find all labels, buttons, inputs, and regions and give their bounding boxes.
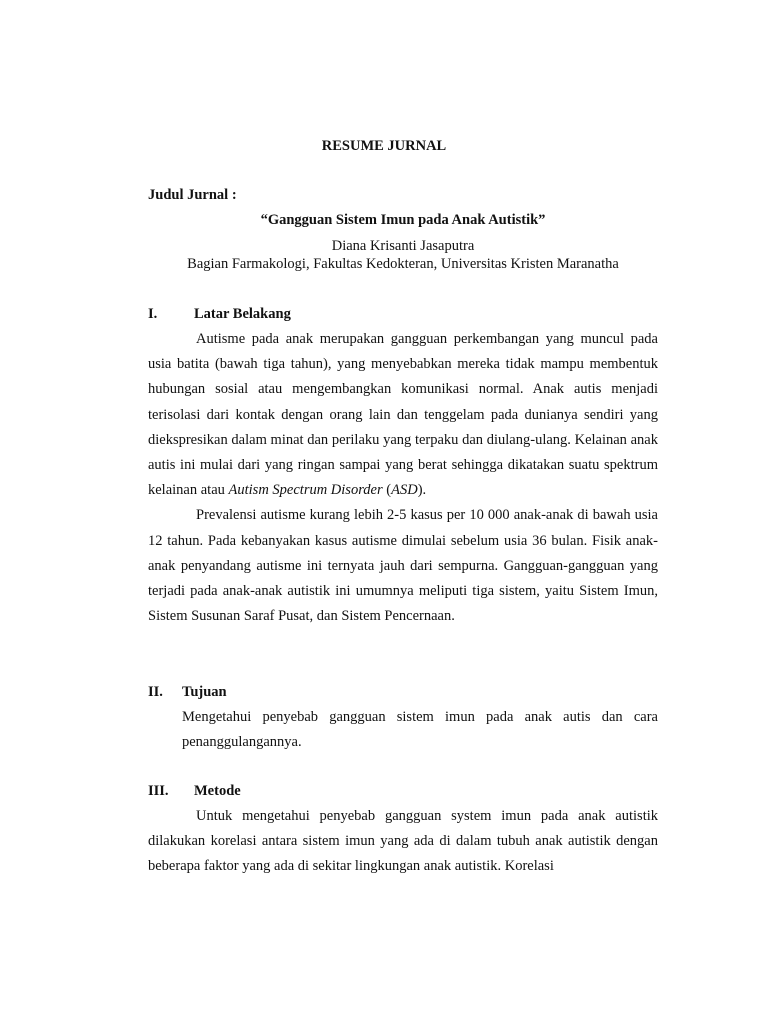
journal-title: “Gangguan Sistem Imun pada Anak Autistik”: [260, 212, 546, 228]
section-body-latar-belakang: [148, 327, 658, 629]
section-heading-metode: [148, 783, 241, 800]
section-title: Latar Belakang: [194, 306, 291, 322]
section-body-metode: [148, 804, 658, 880]
section-heading-latar-belakang: [148, 306, 291, 323]
paragraph-text: Autisme pada anak merupakan gangguan perkembangan yang muncul pada usia batita (bawah tiga tahun), yang menyebabkan mereka tidak mampu membentuk hubungan sosial atau mengembangkan komunikasi normal. Anak autis menjadi terisolasi dari kontak dengan orang lain dan tenggelam pada dunianya sendiri yang diekspresikan dalam minat dan perilaku yang terpaku dan diulang-ulang. Kelainan anak autis ini mulai dari yang ringan sampai yang berat sehingga dikatakan suatu spektrum kelainan atau: [148, 331, 658, 499]
section-title: Tujuan: [182, 684, 227, 700]
section-number: I.: [148, 306, 158, 322]
section-body-tujuan: [182, 705, 658, 755]
paragraph: Prevalensi autisme kurang lebih 2-5 kasus per 10 000 anak-anak di bawah usia 12 tahun. Pada kebanyakan kasus autisme dimulai sebelum usia 36 bulan. Fisik anak-anak penyandang autisme ini ternyata jauh dari sempurna. Gangguan-gangguan yang terjadi pada anak-anak autistik ini umumnya meliputi tiga sistem, yaitu Sistem Imun, Sistem Susunan Saraf Pusat, dan Sistem Pencernaan.: [148, 507, 658, 625]
section-heading-tujuan: [148, 684, 227, 701]
document-title: RESUME JURNAL: [321, 138, 447, 154]
journal-title-label: Judul Jurnal :: [148, 187, 237, 203]
section-number: III.: [148, 783, 169, 799]
paragraph-text: (: [382, 482, 392, 499]
section-number: II.: [148, 684, 163, 700]
paragraph-text: ).: [417, 482, 427, 499]
author-name: Diana Krisanti Jasaputra: [331, 238, 475, 254]
paragraph: Untuk mengetahui penyebab gangguan system imun pada anak autistik dilakukan korelasi antara sistem imun yang ada di dalam tubuh anak autistik dengan beberapa faktor yang ada di sekitar lingkungan anak autistik. Korelasi: [148, 808, 658, 875]
author-affiliation: Bagian Farmakologi, Fakultas Kedokteran, Universitas Kristen Maranatha: [187, 256, 619, 272]
paragraph: [148, 327, 658, 503]
italic-term: ASD: [391, 482, 418, 499]
section-title: Metode: [194, 783, 241, 799]
italic-term: Autism Spectrum Disorder: [228, 482, 383, 499]
paragraph: Mengetahui penyebab gangguan sistem imun pada anak autis dan cara penanggulangannya.: [182, 709, 658, 751]
